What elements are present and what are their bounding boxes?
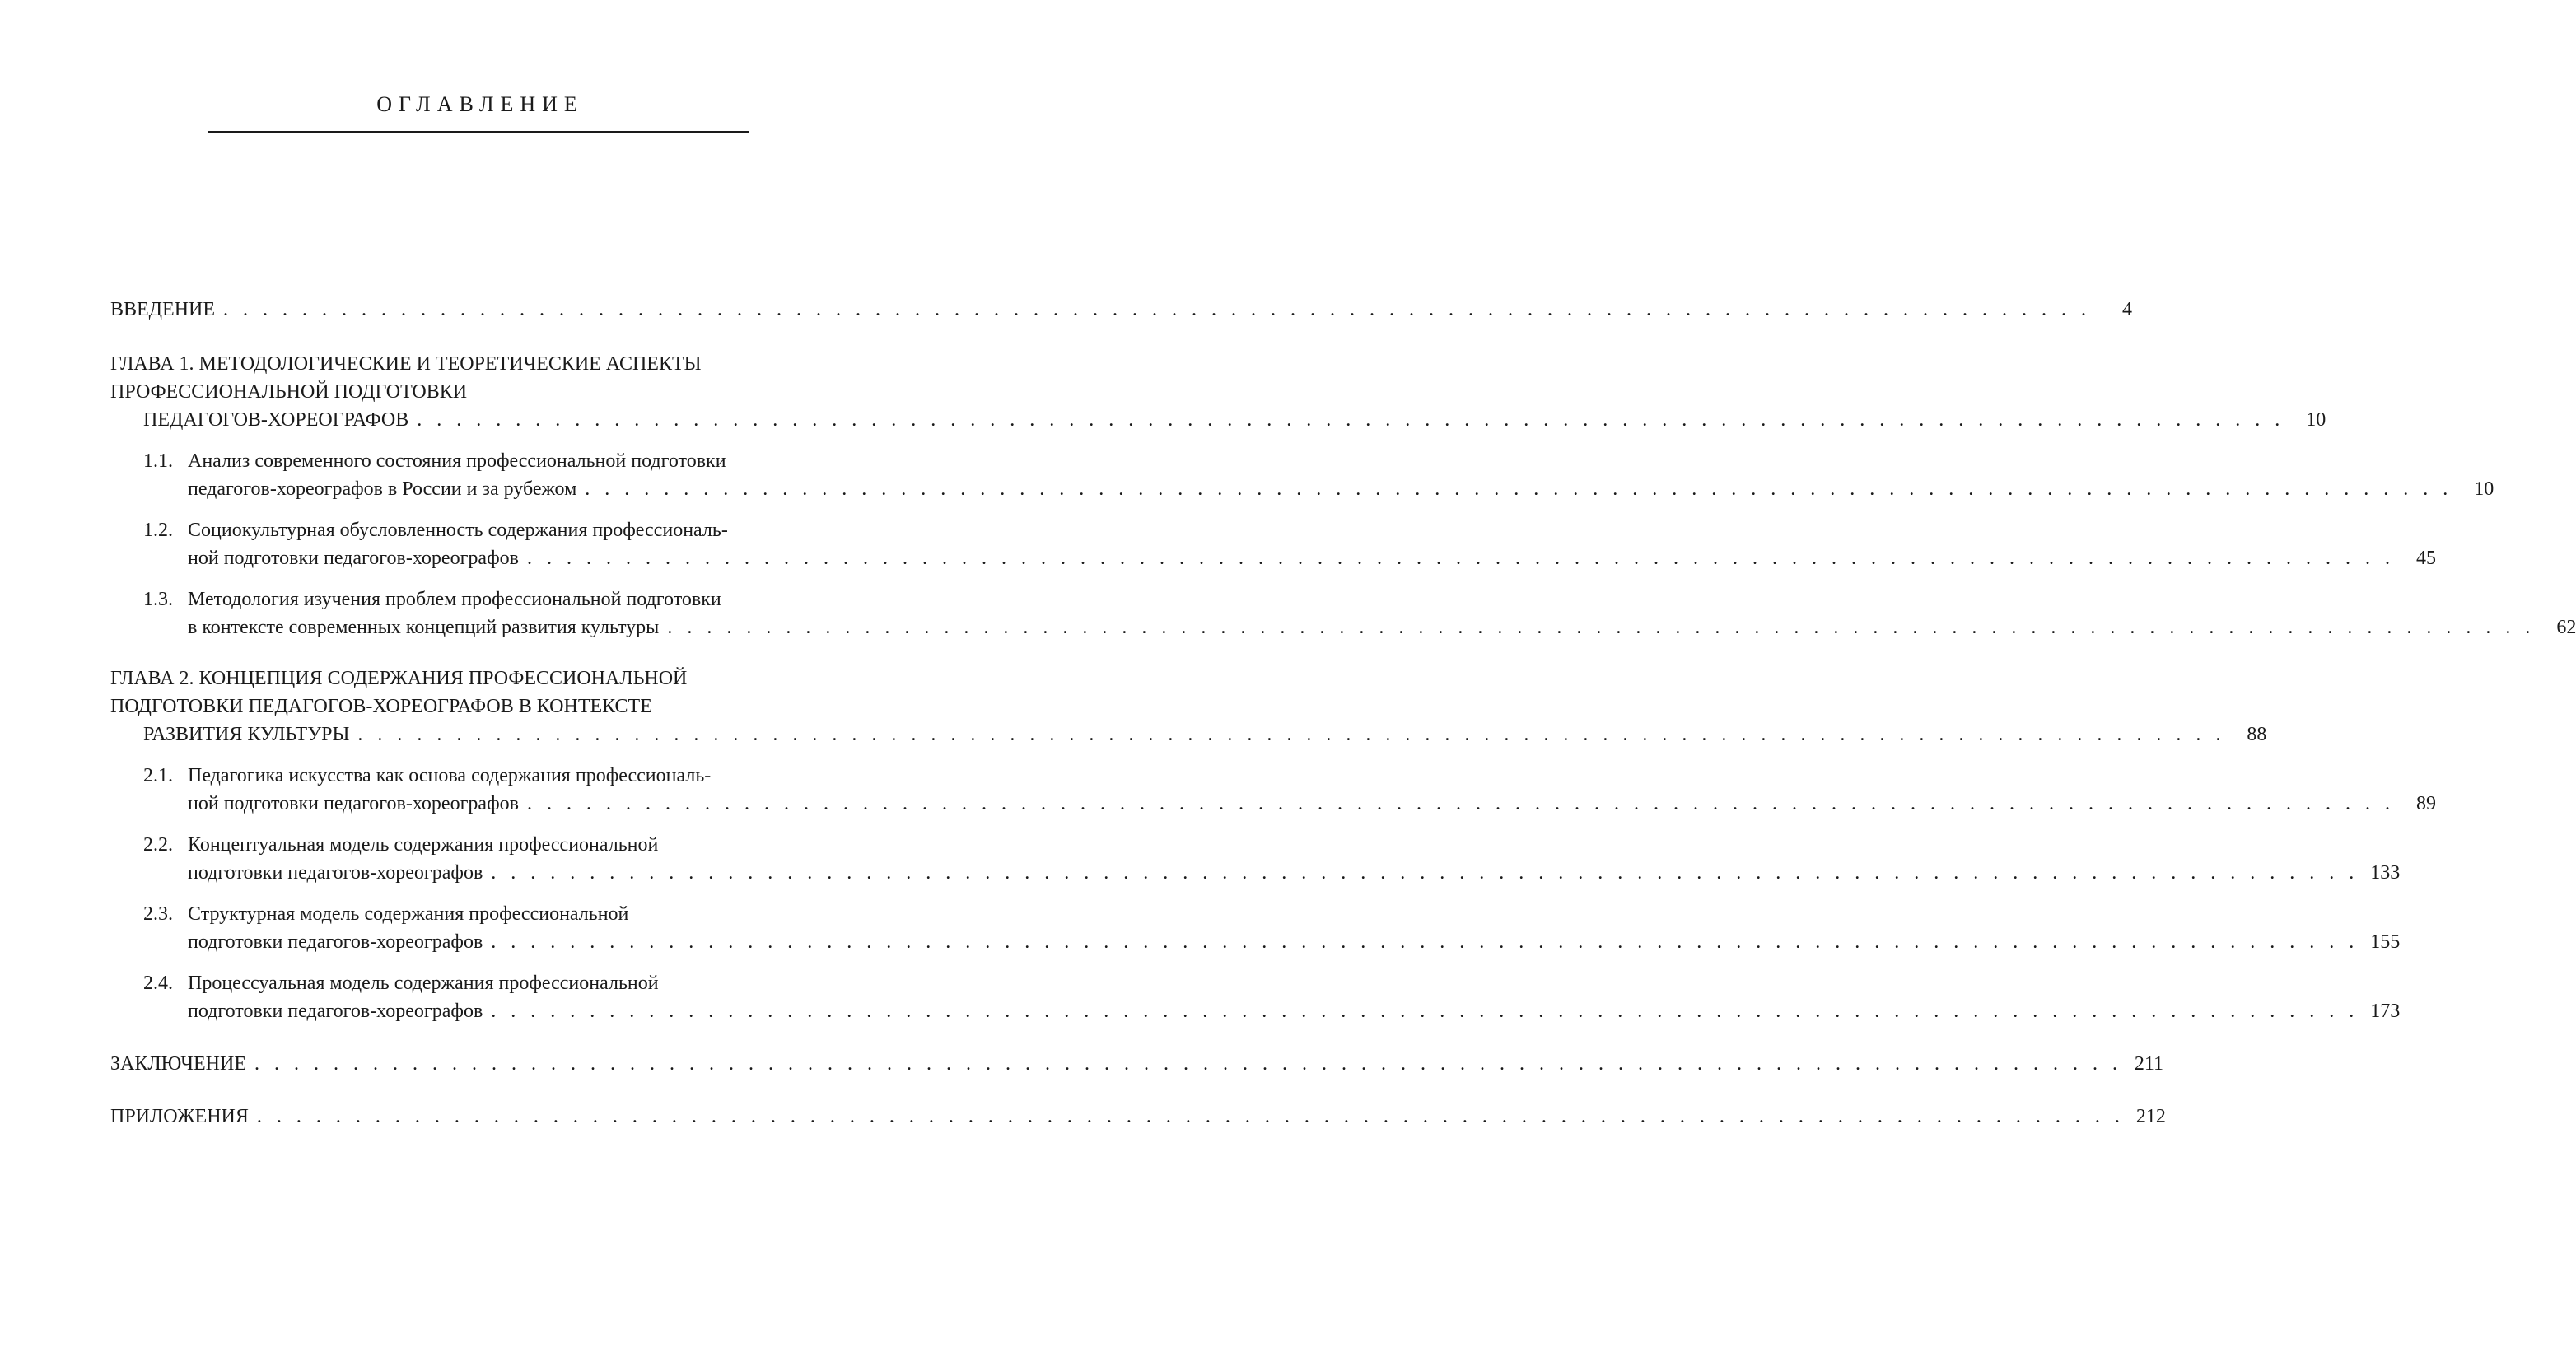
toc-entry-chapter-1[interactable] bbox=[110, 350, 2326, 434]
toc-entry-title-line: Концептуальная модель содержания профессиональной bbox=[188, 834, 659, 856]
toc-entry-title-line: педагогов-хореографов в России и за рубежом bbox=[188, 478, 577, 500]
toc-entry-section-2-3[interactable] bbox=[110, 900, 2401, 956]
table-of-contents bbox=[110, 296, 2576, 1131]
toc-page-number: 211 bbox=[2134, 1053, 2163, 1075]
toc-entry-title-line: ПОДГОТОВКИ ПЕДАГОГОВ-ХОРЕОГРАФОВ В КОНТЕКСТЕ bbox=[110, 696, 652, 717]
toc-entry-title: ЗАКЛЮЧЕНИЕ bbox=[110, 1053, 246, 1075]
toc-entry-conclusion[interactable] bbox=[110, 1050, 2163, 1078]
toc-entry-title-line: ГЛАВА 2. КОНЦЕПЦИЯ СОДЕРЖАНИЯ ПРОФЕССИОНАЛЬНОЙ bbox=[110, 668, 688, 689]
toc-entry-chapter-2[interactable] bbox=[110, 665, 2267, 749]
toc-entry-appendix[interactable] bbox=[110, 1103, 2166, 1131]
toc-entry-title: ПРИЛОЖЕНИЯ bbox=[110, 1106, 249, 1127]
toc-entry-title-line: Педагогика искусства как основа содержания профессиональ- bbox=[188, 765, 712, 786]
toc-page-number: 173 bbox=[2370, 1001, 2401, 1022]
toc-entry-title-line: в контексте современных концепций развития культуры bbox=[188, 617, 660, 638]
toc-page-number: 10 bbox=[2306, 409, 2326, 431]
toc-page-number: 45 bbox=[2415, 548, 2436, 569]
toc-page-number: 155 bbox=[2370, 931, 2401, 953]
toc-entry-title-line: подготовки педагогов-хореографов bbox=[188, 862, 483, 884]
toc-entry-title-line: Методология изучения проблем профессиональной подготовки bbox=[188, 589, 721, 610]
section-number: 1.3. bbox=[143, 589, 173, 610]
toc-entry-section-1-1[interactable] bbox=[110, 447, 2494, 503]
section-number: 2.4. bbox=[143, 973, 173, 994]
dot-leader: . . . . . . . . . . . . . . . . . . . . . . . . . . . . . . . . . . . . . . . . . . . . . . . . . . . . . . . . . . . . . . . . . . . . . . . . . . . . . . . . . . . . . . . . . . . . . . . bbox=[526, 548, 2395, 569]
toc-entry-title-line: ГЛАВА 1. МЕТОДОЛОГИЧЕСКИЕ И ТЕОРЕТИЧЕСКИЕ АСПЕКТЫ bbox=[110, 353, 702, 375]
toc-entry-title-line: ной подготовки педагогов-хореографов bbox=[188, 793, 519, 814]
toc-page-number: 10 bbox=[2474, 478, 2494, 500]
dot-leader: . . . . . . . . . . . . . . . . . . . . . . . . . . . . . . . . . . . . . . . . . . . . . . . . . . . . . . . . . . . . . . . . . . . . . . . . . . . . . . . . . . . . . . . . . . . . . . . bbox=[491, 1001, 2359, 1022]
dot-leader: . . . . . . . . . . . . . . . . . . . . . . . . . . . . . . . . . . . . . . . . . . . . . . . . . . . . . . . . . . . . . . . . . . . . . . . . . . . . . . . . . . . . . . . . . . . . . . . bbox=[357, 724, 2226, 745]
section-number: 2.3. bbox=[143, 903, 173, 925]
section-number: 2.2. bbox=[143, 834, 173, 856]
dot-leader: . . . . . . . . . . . . . . . . . . . . . . . . . . . . . . . . . . . . . . . . . . . . . . . . . . . . . . . . . . . . . . . . . . . . . . . . . . . . . . . . . . . . . . . . . . . . . . . bbox=[223, 299, 2092, 320]
toc-entry-title-line: подготовки педагогов-хореографов bbox=[188, 931, 483, 953]
toc-entry-title-line: Структурная модель содержания профессиональной bbox=[188, 903, 629, 925]
dot-leader: . . . . . . . . . . . . . . . . . . . . . . . . . . . . . . . . . . . . . . . . . . . . . . . . . . . . . . . . . . . . . . . . . . . . . . . . . . . . . . . . . . . . . . . . . . . . . . . bbox=[526, 793, 2395, 814]
toc-entry-title-line: ПРОФЕССИОНАЛЬНОЙ ПОДГОТОВКИ bbox=[110, 381, 468, 403]
dot-leader: . . . . . . . . . . . . . . . . . . . . . . . . . . . . . . . . . . . . . . . . . . . . . . . . . . . . . . . . . . . . . . . . . . . . . . . . . . . . . . . . . . . . . . . . . . . . . . . bbox=[491, 862, 2359, 884]
toc-page-number: 89 bbox=[2415, 793, 2436, 814]
section-number: 1.2. bbox=[143, 520, 173, 541]
dot-leader: . . . . . . . . . . . . . . . . . . . . . . . . . . . . . . . . . . . . . . . . . . . . . . . . . . . . . . . . . . . . . . . . . . . . . . . . . . . . . . . . . . . . . . . . . . . . . . . bbox=[417, 409, 2285, 431]
toc-entry-section-2-1[interactable] bbox=[110, 762, 2436, 818]
dot-leader: . . . . . . . . . . . . . . . . . . . . . . . . . . . . . . . . . . . . . . . . . . . . . . . . . . . . . . . . . . . . . . . . . . . . . . . . . . . . . . . . . . . . . . . . . . . . . . . bbox=[585, 478, 2453, 500]
toc-entry-section-2-4[interactable] bbox=[110, 969, 2401, 1025]
dot-leader: . . . . . . . . . . . . . . . . . . . . . . . . . . . . . . . . . . . . . . . . . . . . . . . . . . . . . . . . . . . . . . . . . . . . . . . . . . . . . . . . . . . . . . . . . . . . . . . bbox=[491, 931, 2359, 953]
toc-entry-section-1-2[interactable] bbox=[110, 516, 2436, 572]
toc-page-number: 62 bbox=[2556, 617, 2576, 638]
toc-entry-section-2-2[interactable] bbox=[110, 831, 2401, 887]
toc-page-number: 88 bbox=[2247, 724, 2267, 745]
toc-page-number: 133 bbox=[2370, 862, 2401, 884]
section-number: 2.1. bbox=[143, 765, 173, 786]
dot-leader: . . . . . . . . . . . . . . . . . . . . . . . . . . . . . . . . . . . . . . . . . . . . . . . . . . . . . . . . . . . . . . . . . . . . . . . . . . . . . . . . . . . . . . . . . . . . . . . bbox=[256, 1106, 2125, 1127]
toc-entry-title-line: Социокультурная обусловленность содержания профессиональ- bbox=[188, 520, 728, 541]
toc-entry-title-line: ПЕДАГОГОВ-ХОРЕОГРАФОВ bbox=[143, 409, 409, 431]
title-divider bbox=[208, 131, 749, 133]
toc-entry-title-line: РАЗВИТИЯ КУЛЬТУРЫ bbox=[143, 724, 350, 745]
toc-entry-title: ВВЕДЕНИЕ bbox=[110, 299, 216, 320]
toc-page-number: 4 bbox=[2122, 299, 2133, 320]
toc-entry-section-1-3[interactable] bbox=[110, 585, 2576, 641]
toc-entry-introduction[interactable] bbox=[110, 296, 2133, 324]
toc-entry-title-line: ной подготовки педагогов-хореографов bbox=[188, 548, 519, 569]
dot-leader: . . . . . . . . . . . . . . . . . . . . . . . . . . . . . . . . . . . . . . . . . . . . . . . . . . . . . . . . . . . . . . . . . . . . . . . . . . . . . . . . . . . . . . . . . . . . . . . bbox=[667, 617, 2536, 638]
toc-entry-title-line: Анализ современного состояния профессиональной подготовки bbox=[188, 450, 726, 472]
toc-entry-title-line: подготовки педагогов-хореографов bbox=[188, 1001, 483, 1022]
page-title: ОГЛАВЛЕНИЕ bbox=[376, 92, 584, 116]
toc-entry-title-line: Процессуальная модель содержания профессиональной bbox=[188, 973, 659, 994]
section-number: 1.1. bbox=[143, 450, 173, 472]
toc-page-number: 212 bbox=[2135, 1106, 2166, 1127]
dot-leader: . . . . . . . . . . . . . . . . . . . . . . . . . . . . . . . . . . . . . . . . . . . . . . . . . . . . . . . . . . . . . . . . . . . . . . . . . . . . . . . . . . . . . . . . . . . . . . . bbox=[254, 1053, 2122, 1075]
